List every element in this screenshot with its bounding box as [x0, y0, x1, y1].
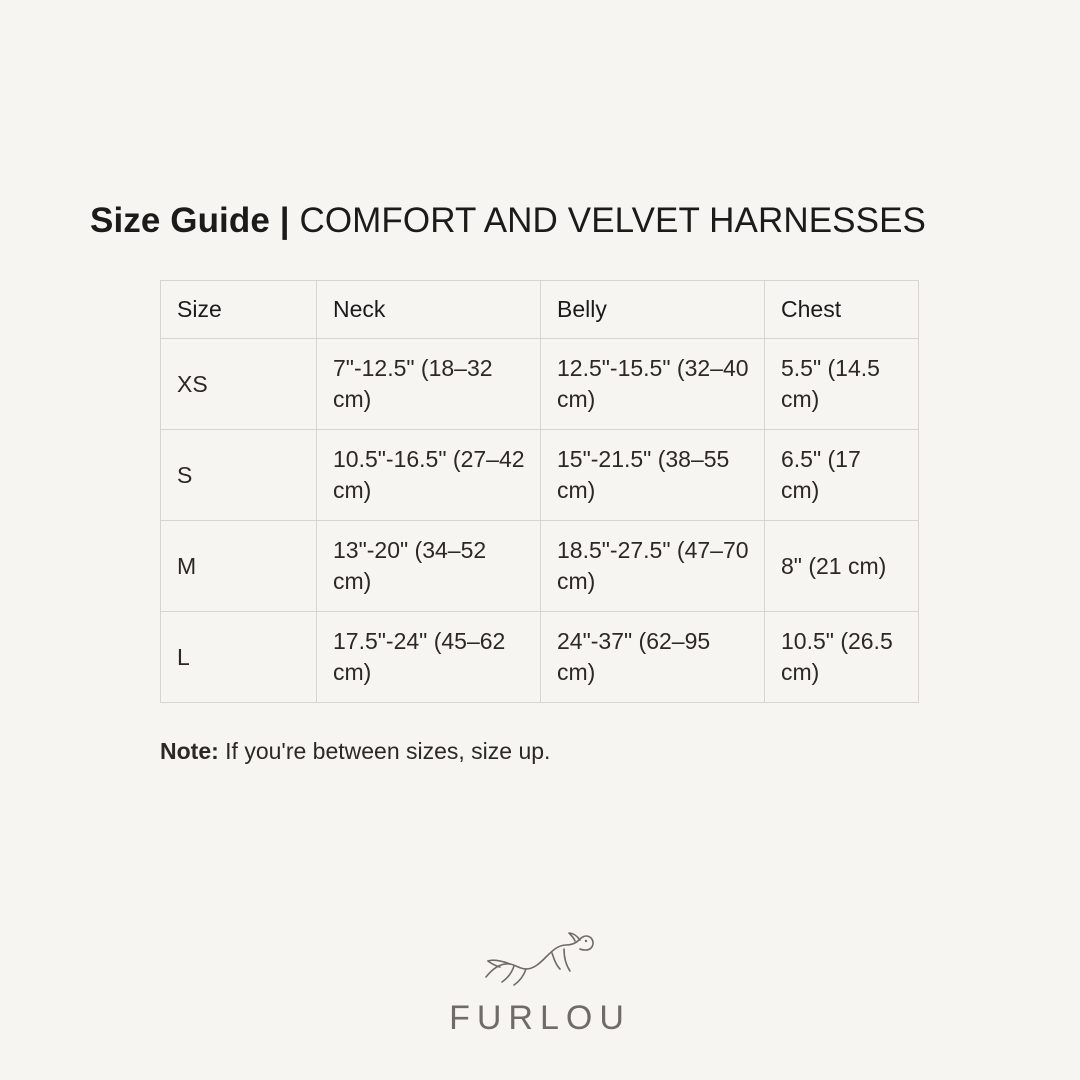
cell-size: L — [161, 612, 317, 703]
note-body: If you're between sizes, size up. — [218, 738, 551, 765]
column-header-neck: Neck — [317, 281, 541, 339]
table-row — [161, 521, 919, 612]
size-chart-table — [160, 280, 919, 703]
cell-belly: 24"-37" (62–95 cm) — [541, 612, 765, 703]
note-label: Note: — [160, 738, 219, 765]
cell-neck: 13"-20" (34–52 cm) — [317, 521, 541, 612]
cell-chest: 8" (21 cm) — [765, 521, 919, 612]
page-title-bold: Size Guide | — [90, 201, 290, 240]
column-header-chest: Chest — [765, 281, 919, 339]
page-title-rest: COMFORT AND VELVET HARNESSES — [289, 201, 926, 240]
table-head — [161, 281, 919, 339]
cell-size: M — [161, 521, 317, 612]
table-body — [161, 339, 919, 703]
page-title — [90, 200, 990, 242]
brand-footer — [0, 919, 1080, 1038]
column-header-belly: Belly — [541, 281, 765, 339]
column-header-size: Size — [161, 281, 317, 339]
cell-chest: 6.5" (17 cm) — [765, 430, 919, 521]
cell-size: S — [161, 430, 317, 521]
content-area — [90, 200, 990, 790]
table-row — [161, 339, 919, 430]
cell-neck: 7"-12.5" (18–32 cm) — [317, 339, 541, 430]
cell-neck: 17.5"-24" (45–62 cm) — [317, 612, 541, 703]
cell-neck: 10.5"-16.5" (27–42 cm) — [317, 430, 541, 521]
brand-wordmark: FURLOU — [449, 999, 631, 1037]
table-row — [161, 430, 919, 521]
cell-belly: 12.5"-15.5" (32–40 cm) — [541, 339, 765, 430]
cell-chest: 5.5" (14.5 cm) — [765, 339, 919, 430]
running-dog-icon — [480, 919, 600, 995]
cell-belly: 15"-21.5" (38–55 cm) — [541, 430, 765, 521]
cell-belly: 18.5"-27.5" (47–70 cm) — [541, 521, 765, 612]
cell-chest: 10.5" (26.5 cm) — [765, 612, 919, 703]
cell-size: XS — [161, 339, 317, 430]
table-row — [161, 612, 919, 703]
table-header-row — [161, 281, 919, 339]
note-text — [160, 737, 990, 767]
